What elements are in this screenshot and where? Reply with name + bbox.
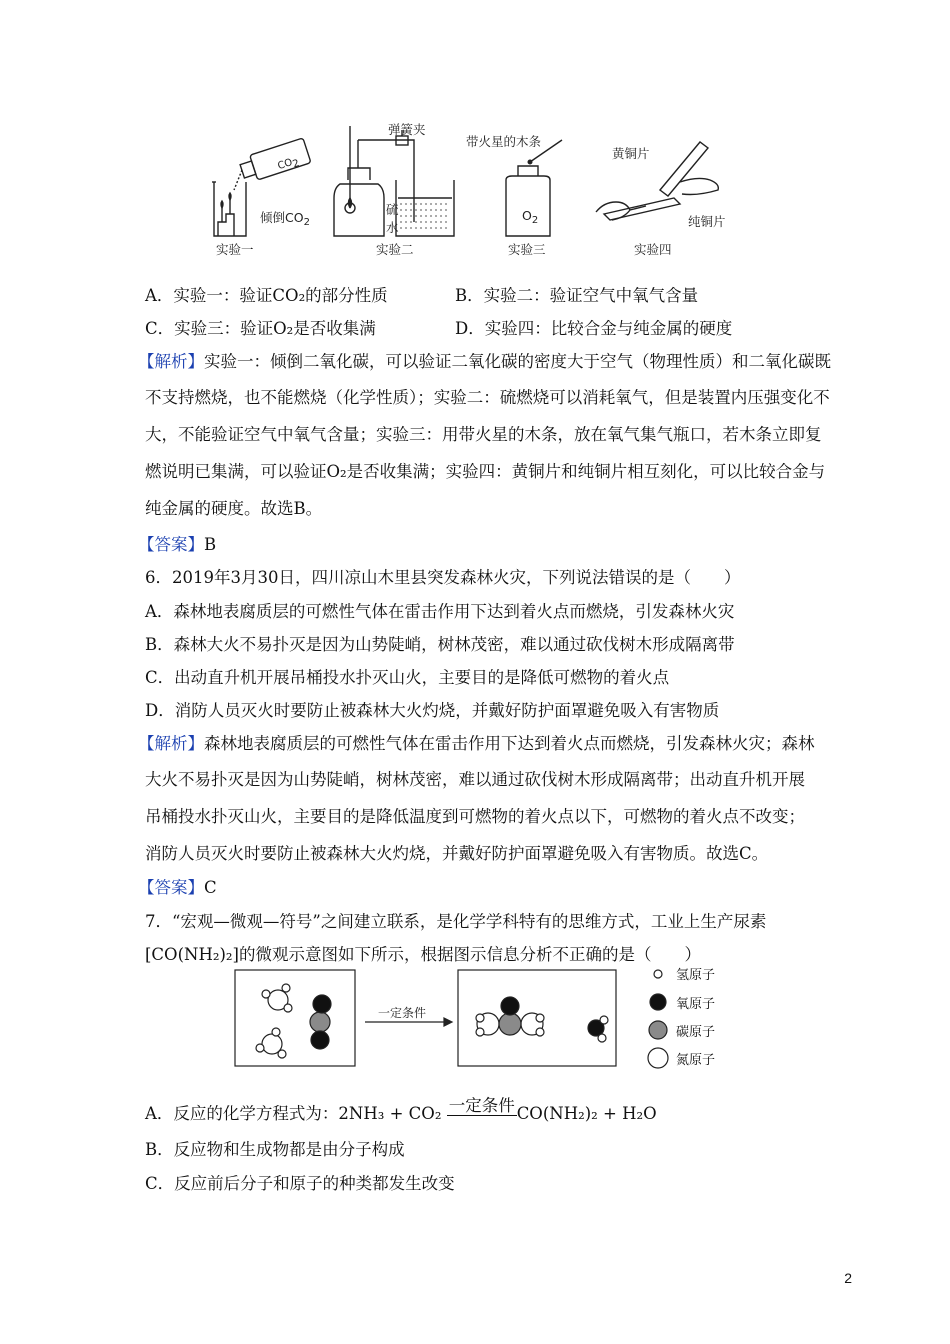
condition-label: 一定条件 bbox=[378, 1006, 427, 1020]
q6-analysis-line-3: 吊桶投水扑灭山火，主要目的是降低温度到可燃物的着火点以下，可燃物的着火点不改变； bbox=[145, 807, 805, 826]
q7-stem-line-2: [CO(NH₂)₂]的微观示意图如下所示，根据图示信息分析不正确的是（ ） bbox=[145, 945, 701, 964]
q5-analysis-line-2: 不支持燃烧，也不能燃烧（化学性质）；实验二：硫燃烧可以消耗氧气，但是装置内压强变化不 bbox=[145, 388, 830, 407]
q5-option-d: D．实验四：比较合金与纯金属的硬度 bbox=[455, 319, 733, 338]
splint-label: 带火星的木条 bbox=[466, 134, 542, 149]
legend-hydrogen: 氢原子 bbox=[676, 968, 716, 983]
q6-answer: 【答案】C bbox=[138, 878, 217, 897]
q5-analysis-line-5: 纯金属的硬度。故选B。 bbox=[145, 499, 323, 518]
q6-option-b: B．森林大火不易扑灭是因为山势陡峭，树林茂密，难以通过砍伐树木形成隔离带 bbox=[145, 635, 735, 654]
q5-option-c: C．实验三：验证O₂是否收集满 bbox=[145, 319, 376, 338]
q7-option-a: A．反应的化学方程式为：2NH₃ + CO₂ 一定条件 CO(NH₂)₂ + H₂O bbox=[145, 1096, 657, 1123]
q6-stem: 6．2019年3月30日，四川凉山木里县突发森林火灾，下列说法错误的是（ ） bbox=[145, 568, 741, 587]
spring-clip-label: 弹簧夹 bbox=[388, 122, 426, 137]
q6-analysis-line-4: 消防人员灭火时要防止被森林大火灼烧，并戴好防护面罩避免吸入有害物质。故选C。 bbox=[145, 844, 769, 863]
q6-option-d: D．消防人员灭火时要防止被森林大火灼烧，并戴好防护面罩避免吸入有害物质 bbox=[145, 701, 720, 720]
q5-option-a: A．实验一：验证CO₂的部分性质 bbox=[145, 286, 388, 305]
q7-stem-line-1: 7．“宏观—微观—符号”之间建立联系，是化学学科特有的思维方式，工业上生产尿素 bbox=[145, 912, 767, 931]
q6-option-c: C．出动直升机开展吊桶投水扑灭山火，主要目的是降低可燃物的着火点 bbox=[145, 668, 670, 687]
analysis-tag: 【解析】 bbox=[138, 734, 204, 753]
o2-label: $O_2$ bbox=[522, 208, 539, 226]
legend-nitrogen: 氮原子 bbox=[676, 1053, 716, 1068]
answer-tag: 【答案】 bbox=[138, 878, 204, 897]
q7-option-b: B．反应物和生成物都是由分子构成 bbox=[145, 1140, 405, 1159]
page-number: 2 bbox=[844, 1270, 852, 1286]
q6-analysis-line-1: 【解析】森林地表腐质层的可燃性气体在雷击作用下达到着火点而燃烧，引发森林火灾；森林 bbox=[138, 734, 815, 753]
q6-analysis-line-2: 大火不易扑灭是因为山势陡峭，树林茂密，难以通过砍伐树木形成隔离带；出动直升机开展 bbox=[145, 770, 805, 789]
analysis-tag: 【解析】 bbox=[138, 352, 204, 371]
q5-analysis-line-4: 燃说明已集满，可以验证O₂是否收集满；实验四：黄铜片和纯铜片相互刻化，可以比较合金与 bbox=[145, 462, 826, 481]
q5-option-b: B．实验二：验证空气中氧气含量 bbox=[455, 286, 699, 305]
reaction-condition-over-arrow: 一定条件 bbox=[448, 1096, 515, 1115]
answer-tag: 【答案】 bbox=[138, 535, 204, 554]
water-label: 水 bbox=[386, 220, 399, 235]
sulfur-label: 硫 bbox=[386, 202, 399, 217]
q5-analysis-line-3: 大，不能验证空气中氧气含量；实验三：用带火星的木条，放在氧气集气瓶口，若木条立即复 bbox=[145, 425, 822, 444]
experiment-figure bbox=[200, 118, 760, 258]
q5-analysis-line-1: 【解析】实验一：倾倒二氧化碳，可以验证二氧化碳的密度大于空气（物理性质）和二氧化碳既 bbox=[138, 352, 831, 371]
reaction-diagram bbox=[230, 966, 730, 1076]
legend-carbon: 碳原子 bbox=[676, 1025, 716, 1040]
reaction-molecules-drawing bbox=[230, 966, 730, 1076]
co2-bottle-label: CO2 bbox=[276, 157, 301, 173]
pure-copper-label: 纯铜片 bbox=[688, 214, 726, 229]
exp1-label: 实验一 bbox=[216, 242, 254, 257]
brass-label: 黄铜片 bbox=[612, 146, 650, 161]
q5-answer: 【答案】B bbox=[138, 535, 217, 554]
exp4-label: 实验四 bbox=[634, 242, 672, 257]
exp3-label: 实验三 bbox=[508, 242, 546, 257]
pour-co2-label: 倾倒$CO_2$ bbox=[260, 210, 310, 228]
exp2-label: 实验二 bbox=[376, 242, 414, 257]
q7-option-c: C．反应前后分子和原子的种类都发生改变 bbox=[145, 1174, 455, 1193]
q6-option-a: A．森林地表腐质层的可燃性气体在雷击作用下达到着火点而燃烧，引发森林火灾 bbox=[145, 602, 735, 621]
legend-oxygen: 氧原子 bbox=[676, 997, 716, 1012]
